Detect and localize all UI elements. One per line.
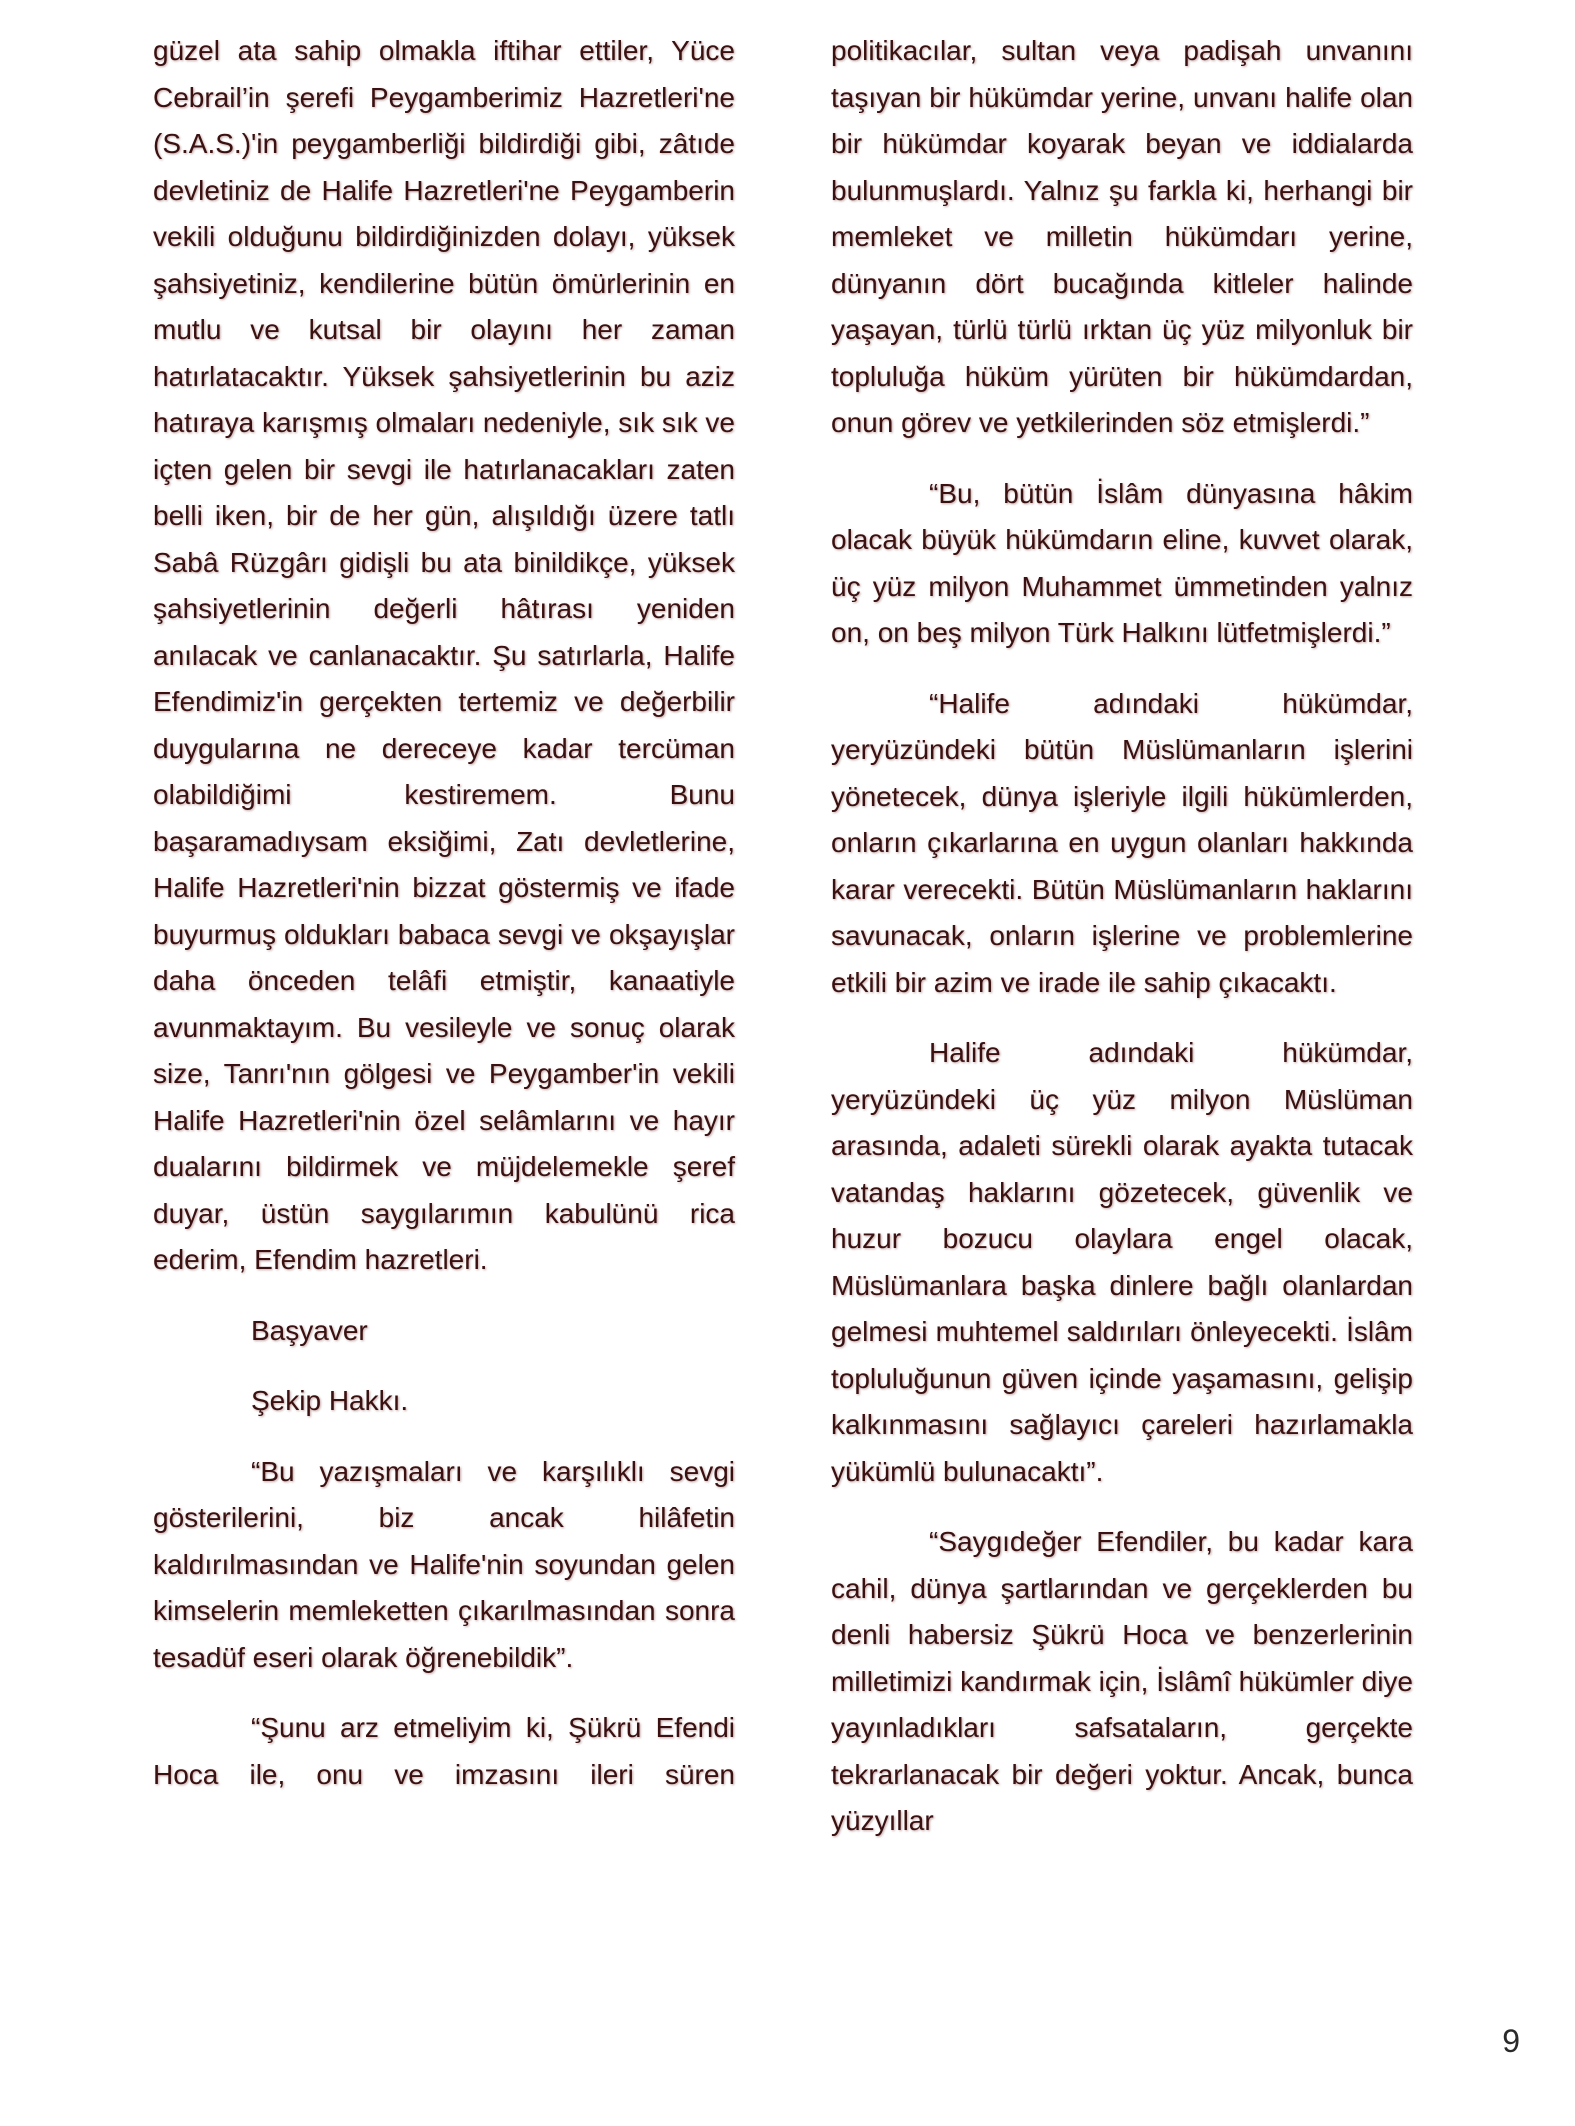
paragraph-signature-title: Başyaver (251, 1314, 368, 1346)
paragraph-letter-body: güzel ata sahip olmakla iftihar ettiler, Yüce Cebrail’in şerefi Peygamberimiz Hazretleri'ne (S.A.S.)'in peygamberliği bildirdiği gibi, zâtıde devletiniz de Halife Hazretleri'ne Peygamberin vekili olduğunu bildirdiğinizden dolayı, yüksek şahsiyetiniz, kendilerine bütün ömürlerinin en mutlu ve kutsal bir olayını her zaman hatırlatacaktır. Yüksek şahsiyetlerinin bu aziz hatıraya karışmış olmaları nedeniyle, sık sık ve içten gelen bir sevgi ile hatırlanacakları zaten belli iken, bir de her gün, alışıldığı üzere tatlı Sabâ Rüzgârı gidişli bu ata binildikçe, yüksek şahsiyetlerinin değerli hâtırası yeniden anılacak ve canlanacaktır. Şu satırlarla, Halife Efendimiz'in gerçekten tertemiz ve değerbilir duygularına ne dereceye kadar tercüman olabildiğimi kestiremem. Bunu başaramadıysam eksiğimi, Zatı devletlerine, Halife Hazretleri'nin bizzat göstermiş ve ifade buyurmuş oldukları babaca sevgi ve okşayışlar daha önceden telâfi etmiştir, kanaatiyle avunmaktayım. Bu vesileyle ve sonuç olarak size, Tanrı'nın gölgesi ve Peygamber'in vekili Halife Hazretleri'nin özel selâmlarını ve hayır dualarını bildirmek ve müjdelemekle şeref duyar, üstün saygılarımın kabulünü rica ederim, Efendim hazretleri. (153, 35, 735, 1275)
paragraph-signature-name: Şekip Hakkı. (251, 1385, 409, 1416)
left-column (153, 28, 735, 1798)
paragraph-sukru-hoca: “Şunu arz etmeliyim ki, Şükrü Efendi Hoca ile, onu ve imzasını ileri süren (153, 1712, 735, 1790)
paragraph-islamic-world: “Bu, bütün İslâm dünyasına hâkim olacak büyük hükümdarın eline, kuvvet olarak, üç yüz milyon Muhammet ümmetinden yalnız on, on beş milyon Türk Halkını lütfetmişlerdi.” (831, 477, 1413, 648)
paragraph-respected-sirs: “Saygıdeğer Efendiler, bu kadar kara cahil, dünya şartlarından ve gerçeklerden bu denli habersiz Şükrü Hoca ve benzerlerinin milletimizi kandırmak için, İslâmî hükümler diye yayınladıkları safsataların, gerçekte tekrarlanacak bir değeri yoktur. Ancak, bunca yüzyıllar (831, 1526, 1413, 1836)
paragraph-politicians: politikacılar, sultan veya padişah unvanını taşıyan bir hükümdar yerine, unvanı halife olan bir hükümdar koyarak beyan ve iddialarda bulunmuşlardı. Yalnız şu farkla ki, herhangi bir memleket ve milletin hükümdarı yerine, dünyanın dört bucağında kitleler halinde yaşayan, türlü türlü ırktan üç yüz milyonluk bir topluluğa hüküm yürüten bir hükümdardan, onun görev ve yetkilerinden söz etmişlerdi.” (831, 35, 1413, 438)
right-column (831, 28, 1413, 1845)
paragraph-caliph-duties: “Halife adındaki hükümdar, yeryüzündeki bütün Müslümanların işlerini yönetecek, dünya işleriyle ilgili hükümlerden, onların çıkarlarına en uygun olanları hakkında karar verecekti. Bütün Müslümanların haklarını savunacak, onların işlerine ve problemlerine etkili bir azim ve irade ile sahip çıkacaktı. (831, 687, 1413, 998)
page-number: 9 (1502, 2023, 1520, 2059)
paragraph-correspondence-note: “Bu yazışmaları ve karşılıklı sevgi gösterilerini, biz ancak hilâfetin kaldırılmasından ve Halife'nin soyundan gelen kimselerin memleketten çıkarılmasından sonra tesadüf eseri olarak öğrenebildik”. (153, 1455, 735, 1673)
paragraph-caliph-justice: Halife adındaki hükümdar, yeryüzündeki üç yüz milyon Müslüman arasında, adaleti sürekli olarak ayakta tutacak vatandaş haklarını gözetecek, güvenlik ve huzur bozucu olaylara engel olacak, Müslümanlara başka dinlere bağlı olanlardan gelmesi muhtemel saldırıları önleyecekti. İslâm topluluğunun güven içinde yaşamasını, gelişip kalkınmasını sağlayıcı çareleri hazırlamakla yükümlü bulunacaktı”. (831, 1037, 1413, 1487)
